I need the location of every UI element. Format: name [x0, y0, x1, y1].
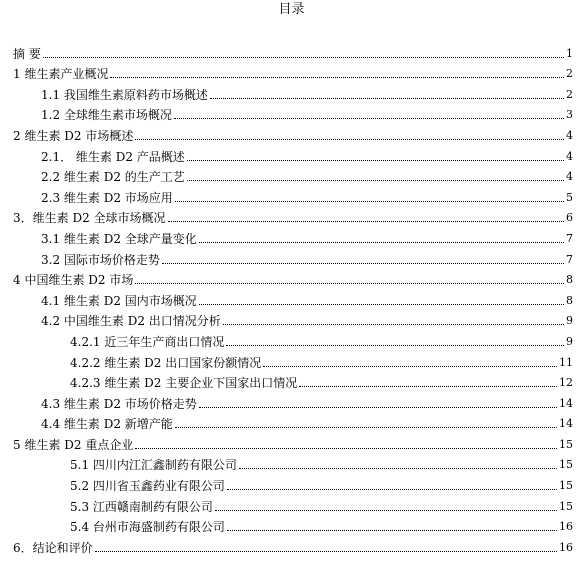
toc-dot-leader [162, 263, 564, 264]
toc-entry-page-number: 16 [559, 540, 573, 554]
toc-entry-label: 2.1． 维生素 D2 产品概述 [41, 149, 185, 164]
toc-entry-page-number: 2 [566, 67, 573, 81]
toc-dot-leader [135, 283, 564, 284]
toc-entry-page-number: 9 [566, 334, 573, 348]
toc-entry-page-number: 16 [559, 520, 573, 534]
toc-entry[interactable] [0, 328, 583, 349]
toc-dot-leader [168, 221, 564, 222]
toc-entry-label: 1.2 全球维生素市场概况 [41, 108, 172, 123]
toc-dot-leader [226, 345, 564, 346]
toc-entry-page-number: 8 [566, 273, 573, 287]
toc-entry[interactable] [0, 40, 583, 61]
toc-entry[interactable] [0, 205, 583, 226]
toc-entry[interactable] [0, 267, 583, 288]
toc-entry-page-number: 1 [566, 46, 573, 60]
toc-entry[interactable] [0, 472, 583, 493]
toc-entry-label: 4.1 维生素 D2 国内市场概况 [41, 293, 197, 308]
toc-dot-leader [175, 427, 557, 428]
toc-dot-leader [223, 324, 564, 325]
toc-entry-label: 6．结论和评价 [13, 540, 93, 555]
toc-dot-leader [174, 118, 564, 119]
toc-dot-leader [299, 386, 557, 387]
toc-entry-label: 5.1 四川内江汇鑫制药有限公司 [70, 458, 237, 473]
toc-dot-leader [215, 510, 557, 511]
toc-entry-label: 5.4 台州市海盛制药有限公司 [70, 520, 225, 535]
toc-entry-label: 4.2.1 近三年生产商出口情况 [70, 334, 225, 349]
toc-entry[interactable] [0, 411, 583, 432]
toc-dot-leader [187, 160, 564, 161]
toc-dot-leader [210, 98, 564, 99]
toc-entry[interactable] [0, 143, 583, 164]
toc-entry[interactable] [0, 164, 583, 185]
toc-entry[interactable] [0, 534, 583, 555]
toc-dot-leader [199, 242, 564, 243]
toc-entry-label: 4.2.3 维生素 D2 主要企业下国家出口情况 [70, 376, 298, 391]
table-of-contents [0, 40, 583, 555]
toc-entry[interactable] [0, 184, 583, 205]
toc-dot-leader [199, 407, 557, 408]
toc-entry[interactable] [0, 370, 583, 391]
toc-entry-label: 4 中国维生素 D2 市场 [13, 273, 134, 288]
toc-entry-label: 5.2 四川省玉鑫药业有限公司 [70, 479, 225, 494]
toc-dot-leader [135, 139, 564, 140]
toc-entry-page-number: 6 [566, 211, 573, 225]
toc-dot-leader [175, 201, 564, 202]
toc-dot-leader [110, 77, 564, 78]
toc-dot-leader [227, 530, 557, 531]
toc-entry[interactable] [0, 431, 583, 452]
toc-entry-page-number: 15 [559, 458, 573, 472]
toc-entry-page-number: 4 [566, 128, 573, 142]
toc-entry[interactable] [0, 287, 583, 308]
toc-entry-page-number: 8 [566, 293, 573, 307]
toc-entry-page-number: 7 [566, 252, 573, 266]
toc-entry-page-number: 5 [566, 190, 573, 204]
toc-entry-page-number: 9 [566, 314, 573, 328]
toc-entry[interactable] [0, 514, 583, 535]
toc-entry[interactable] [0, 493, 583, 514]
toc-entry[interactable] [0, 102, 583, 123]
toc-entry[interactable] [0, 390, 583, 411]
toc-entry[interactable] [0, 122, 583, 143]
toc-entry[interactable] [0, 246, 583, 267]
toc-entry[interactable] [0, 81, 583, 102]
toc-dot-leader [135, 448, 557, 449]
toc-entry-label: 5 维生素 D2 重点企业 [13, 437, 134, 452]
toc-entry-label: 4.3 维生素 D2 市场价格走势 [41, 396, 197, 411]
toc-dot-leader [199, 304, 564, 305]
toc-entry-label: 3.2 国际市场价格走势 [41, 252, 160, 267]
toc-entry-label: 4.4 维生素 D2 新增产能 [41, 417, 173, 432]
toc-entry-label: 2 维生素 D2 市场概述 [13, 128, 134, 143]
toc-dot-leader [227, 489, 557, 490]
toc-entry-page-number: 12 [559, 376, 573, 390]
toc-entry-label: 5.3 江西赣南制药有限公司 [70, 499, 213, 514]
toc-entry-label: 摘 要 [13, 46, 41, 61]
toc-title: 目录 [278, 2, 305, 17]
toc-entry-page-number: 11 [559, 355, 573, 369]
toc-entry-label: 3.1 维生素 D2 全球产量变化 [41, 231, 197, 246]
toc-entry-label: 1 维生素产业概况 [13, 67, 109, 82]
toc-entry-label: 1.1 我国维生素原料药市场概述 [41, 87, 208, 102]
toc-entry-page-number: 15 [559, 499, 573, 513]
toc-entry-page-number: 7 [566, 231, 573, 245]
toc-dot-leader [187, 180, 564, 181]
toc-entry-label: 2.3 维生素 D2 市场应用 [41, 190, 173, 205]
toc-entry-page-number: 4 [566, 170, 573, 184]
toc-entry[interactable] [0, 61, 583, 82]
toc-dot-leader [263, 366, 557, 367]
toc-entry[interactable] [0, 349, 583, 370]
toc-entry-page-number: 15 [559, 479, 573, 493]
toc-dot-leader [239, 468, 557, 469]
toc-entry[interactable] [0, 225, 583, 246]
toc-entry[interactable] [0, 308, 583, 329]
toc-dot-leader [43, 57, 564, 58]
toc-entry-page-number: 3 [566, 108, 573, 122]
toc-dot-leader [95, 551, 557, 552]
toc-entry-label: 4.2 中国维生素 D2 出口情况分析 [41, 314, 221, 329]
toc-entry-page-number: 15 [559, 437, 573, 451]
toc-entry-page-number: 4 [566, 149, 573, 163]
toc-entry-label: 4.2.2 维生素 D2 出口国家份额情况 [70, 355, 262, 370]
toc-entry-label: 2.2 维生素 D2 的生产工艺 [41, 170, 185, 185]
toc-entry[interactable] [0, 452, 583, 473]
toc-entry-page-number: 2 [566, 87, 573, 101]
toc-entry-page-number: 14 [559, 396, 573, 410]
toc-entry-page-number: 14 [559, 417, 573, 431]
toc-entry-label: 3．维生素 D2 全球市场概况 [13, 211, 166, 226]
